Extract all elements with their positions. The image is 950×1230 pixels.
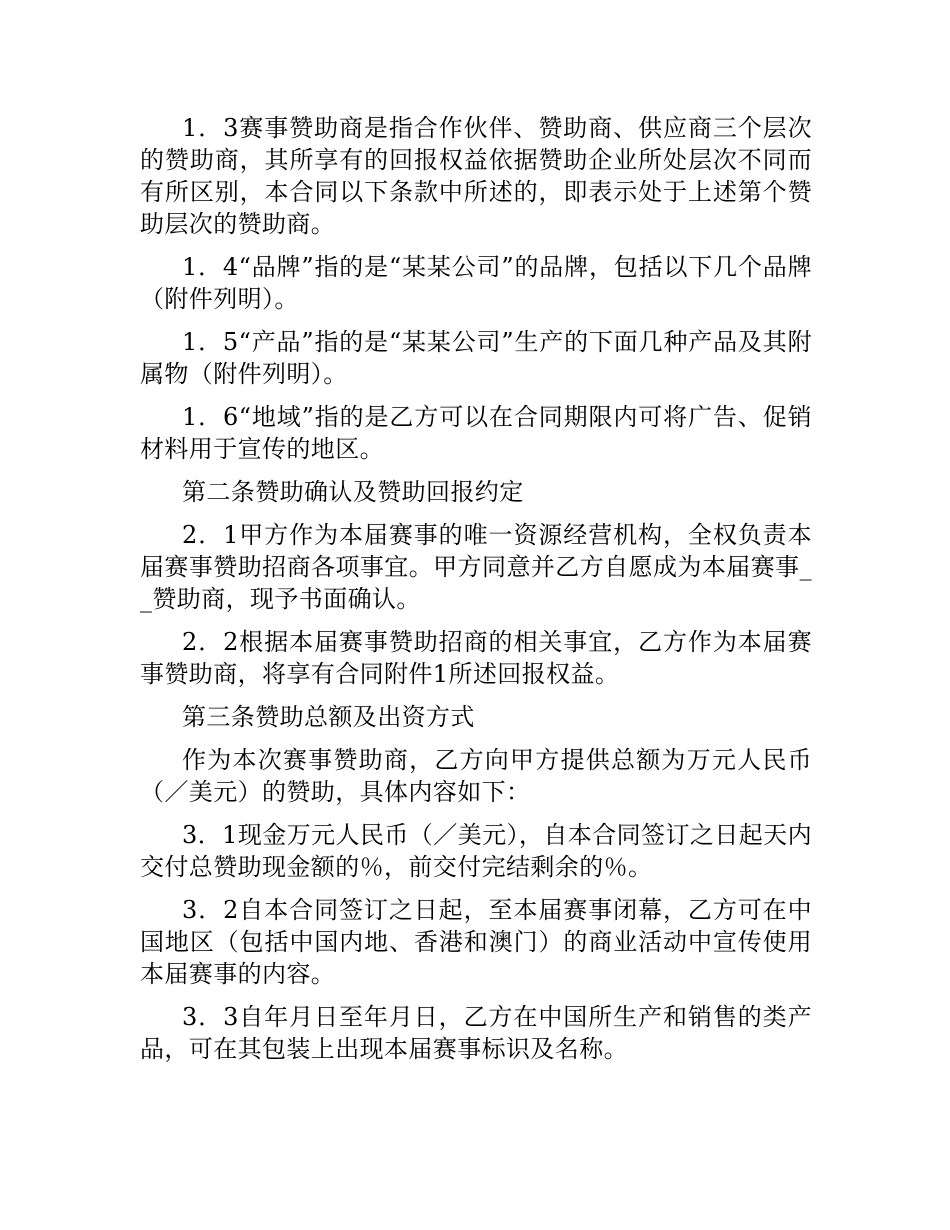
sponsorship-intro: 作为本次赛事赞助商，乙方向甲方提供总额为万元人民币（／美元）的赞助，具体内容如下： xyxy=(140,746,812,806)
clause-1-3: 1．3赛事赞助商是指合作伙伴、赞助商、供应商三个层次的赞助商，其所享有的回报权益依据赞助企业所处层次不同而有所区别，本合同以下条款中所述的，即表示处于上述第个赞助层次的赞助商。 xyxy=(140,114,812,238)
article-3-heading: 第三条赞助总额及出资方式 xyxy=(182,703,475,731)
clause-3-3: 3．3自年月日至年月日，乙方在中国所生产和销售的类产品，可在其包装上出现本届赛事标识及名称。 xyxy=(140,1003,812,1063)
article-2-heading: 第二条赞助确认及赞助回报约定 xyxy=(182,478,524,506)
clause-1-4: 1．4“品牌”指的是“某某公司”的品牌，包括以下几个品牌（附件列明）。 xyxy=(140,253,812,313)
clause-1-6: 1．6“地域”指的是乙方可以在合同期限内可将广告、促销材料用于宣传的地区。 xyxy=(140,403,812,463)
clause-3-1: 3．1现金万元人民币（／美元），自本合同签订之日起天内交付总赞助现金额的％，前交付完结剩余的％。 xyxy=(140,821,812,881)
clause-2-1: 2．1甲方作为本届赛事的唯一资源经营机构，全权负责本届赛事赞助招商各项事宜。甲方同意并乙方自愿成为本届赛事__赞助商，现予书面确认。 xyxy=(140,521,812,613)
document-page xyxy=(140,112,812,1076)
clause-2-2: 2．2根据本届赛事赞助招商的相关事宜，乙方作为本届赛事赞助商，将享有合同附件1所述回报权益。 xyxy=(140,628,812,688)
clause-1-5: 1．5“产品”指的是“某某公司”生产的下面几种产品及其附属物（附件列明）。 xyxy=(140,328,812,388)
clause-3-2: 3．2自本合同签订之日起，至本届赛事闭幕，乙方可在中国地区（包括中国内地、香港和澳门）的商业活动中宣传使用本届赛事的内容。 xyxy=(140,896,812,988)
